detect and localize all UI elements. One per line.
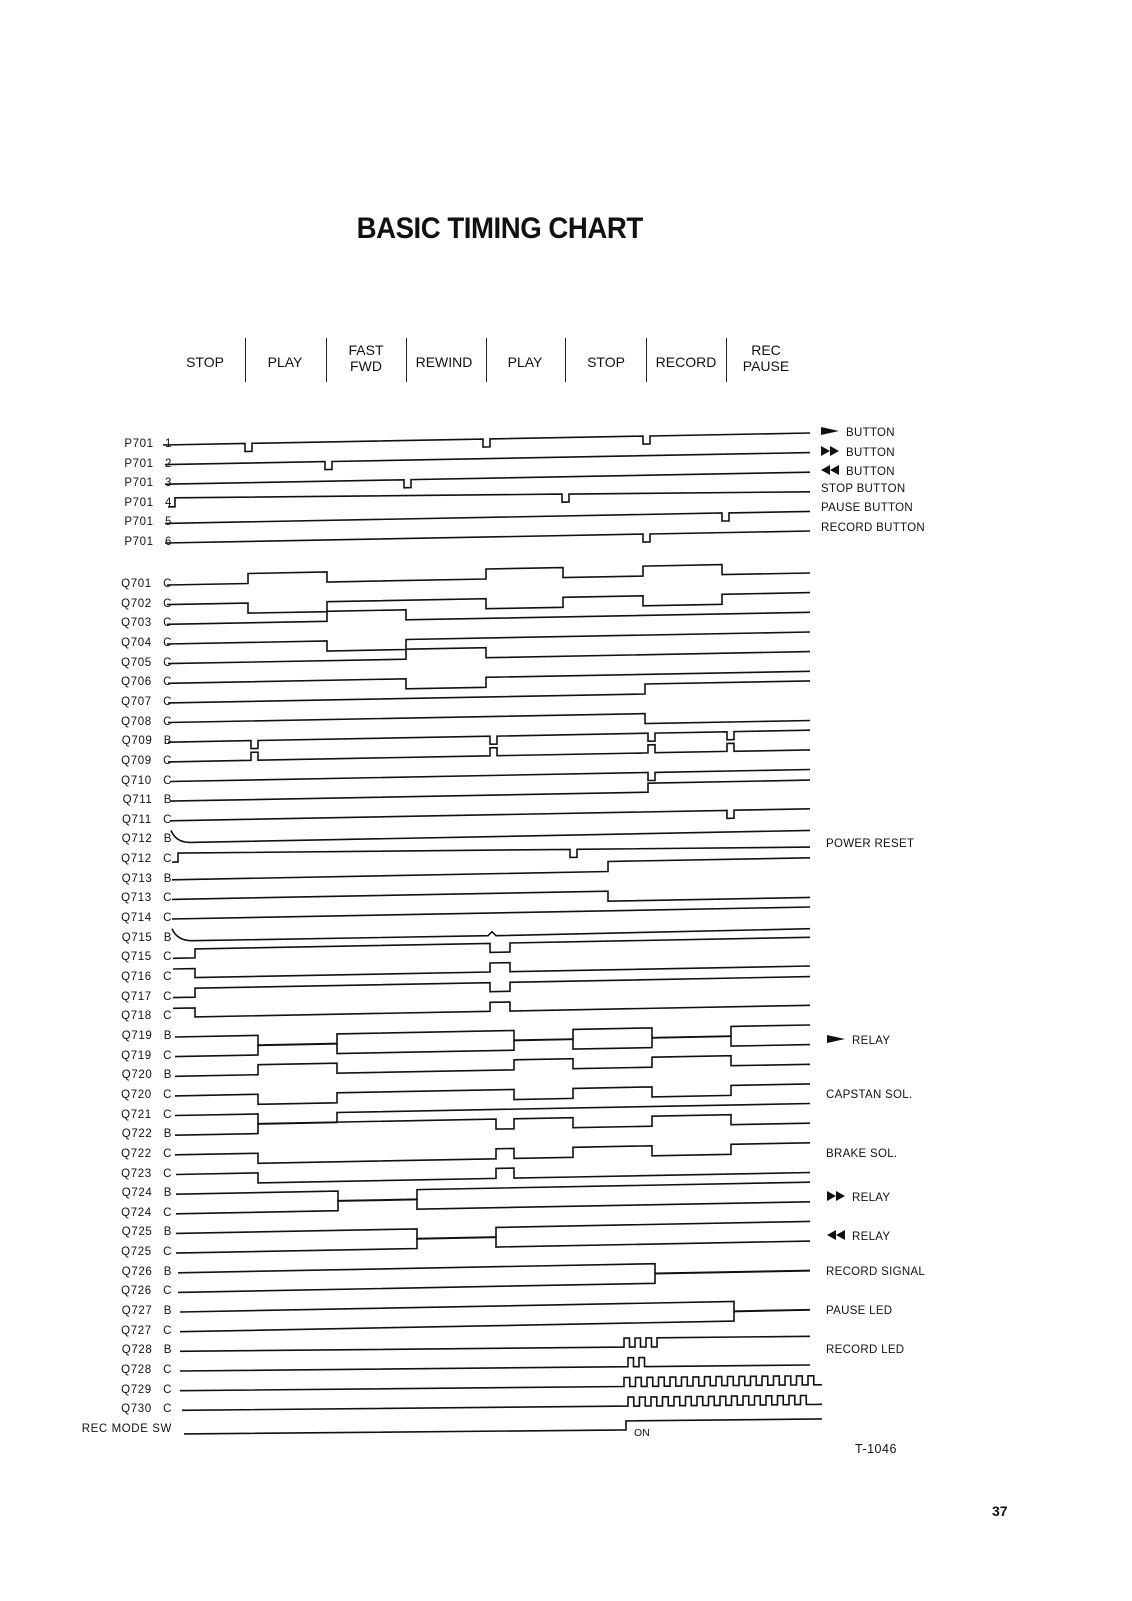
phase-label-line: STOP bbox=[186, 354, 224, 370]
signal-label: Q716 C bbox=[121, 971, 172, 983]
signal-label: Q713 B bbox=[121, 872, 172, 885]
q719c-wave bbox=[175, 1036, 810, 1057]
signal-label: Q720 B bbox=[121, 1069, 172, 1082]
signal-label: Q724 B bbox=[121, 1187, 172, 1200]
signal-label: Q722 C bbox=[121, 1147, 172, 1160]
q712b-wave bbox=[171, 830, 810, 842]
signal-label: REC MODE SW bbox=[81, 1422, 172, 1435]
q720c-wave bbox=[175, 1084, 810, 1104]
signal-annotation-text: BUTTON bbox=[846, 446, 895, 459]
phase-label-line: PAUSE bbox=[742, 358, 790, 374]
signal-label: Q707 C bbox=[121, 695, 172, 708]
q715c-wave bbox=[173, 937, 810, 958]
q701-wave bbox=[167, 565, 810, 585]
signal-annotation-text: RELAY bbox=[852, 1192, 891, 1205]
signal-annotation-text: CAPSTAN SOL. bbox=[826, 1088, 913, 1101]
signal-label: Q719 B bbox=[121, 1029, 172, 1042]
phase-label-line: REC bbox=[751, 342, 781, 358]
phase-label-line: RECORD bbox=[655, 354, 717, 370]
q725c-wave bbox=[176, 1237, 810, 1253]
signal-label: Q715 B bbox=[121, 931, 172, 944]
p701-6-wave bbox=[165, 531, 810, 543]
p701-1-wave bbox=[163, 433, 810, 452]
signal-label: Q711 B bbox=[122, 794, 172, 807]
signal-label: Q709 B bbox=[121, 735, 172, 748]
q727b-wave bbox=[180, 1302, 810, 1313]
q728c-wave bbox=[180, 1358, 810, 1371]
signal-label: Q719 C bbox=[121, 1049, 172, 1062]
signal-label: Q706 C bbox=[121, 676, 172, 689]
signal-label: Q704 C bbox=[121, 636, 172, 649]
signal-annotation-text: BUTTON bbox=[846, 466, 895, 479]
p701-3-wave bbox=[165, 472, 810, 488]
signal-label: Q728 C bbox=[121, 1364, 172, 1376]
q716c-wave bbox=[173, 963, 810, 978]
signal-label: Q711 C bbox=[122, 813, 172, 826]
signal-label: Q710 C bbox=[121, 774, 172, 787]
q706-wave bbox=[168, 671, 810, 689]
signal-label: P701 4 bbox=[124, 496, 172, 509]
q721c-wave bbox=[175, 1104, 810, 1125]
signal-annotation-text: STOP BUTTON bbox=[821, 482, 906, 495]
signal-label: Q726 B bbox=[121, 1265, 172, 1278]
page-title: BASIC TIMING CHART bbox=[356, 212, 643, 245]
q722b-wave bbox=[175, 1115, 810, 1136]
signal-label: Q713 C bbox=[121, 892, 172, 905]
phase-label-line: PLAY bbox=[507, 354, 543, 370]
phase-label-line: FWD bbox=[350, 358, 382, 374]
signal-label: Q718 C bbox=[121, 1010, 172, 1023]
signal-label: Q720 C bbox=[121, 1088, 172, 1101]
q704-wave bbox=[167, 632, 810, 651]
q710c-wave bbox=[170, 770, 810, 782]
signal-label: Q708 C bbox=[121, 715, 172, 728]
signal-label: P701 1 bbox=[124, 438, 172, 450]
q719b-wave bbox=[175, 1025, 810, 1045]
q717c-wave bbox=[173, 977, 810, 998]
rec-mode-sw-wave bbox=[184, 1419, 822, 1434]
phase-label-line: STOP bbox=[587, 354, 625, 370]
signal-annotation-text: RELAY bbox=[852, 1231, 891, 1244]
signal-annotation-text: BRAKE SOL. bbox=[826, 1147, 898, 1160]
q720b-wave bbox=[175, 1056, 810, 1077]
signal-label: Q725 B bbox=[121, 1226, 172, 1239]
phase-label-line: PLAY bbox=[267, 354, 303, 370]
signal-label: Q715 C bbox=[121, 951, 172, 964]
signal-annotation-text: RECORD BUTTON bbox=[821, 522, 925, 534]
page-number: 37 bbox=[992, 1503, 1008, 1519]
signal-label: Q729 C bbox=[121, 1383, 172, 1396]
rec-mode-on-label: ON bbox=[634, 1427, 650, 1439]
q711b-wave bbox=[170, 780, 810, 801]
q724c-wave bbox=[176, 1199, 810, 1214]
signal-label: Q703 C bbox=[121, 617, 172, 630]
signal-label: Q721 C bbox=[121, 1108, 172, 1121]
signal-label: Q722 B bbox=[121, 1128, 172, 1141]
signal-label: Q728 B bbox=[121, 1344, 172, 1357]
q724b-wave bbox=[176, 1182, 810, 1201]
signal-annotation-text: RECORD SIGNAL bbox=[826, 1265, 926, 1278]
signal-annotation-text: BUTTON bbox=[846, 427, 895, 439]
signal-label: Q712 C bbox=[121, 853, 172, 866]
q711c-wave bbox=[170, 809, 810, 821]
signal-label: Q726 C bbox=[121, 1285, 172, 1298]
p701-5-wave bbox=[165, 511, 810, 523]
signal-label: P701 2 bbox=[124, 457, 172, 470]
q709c-wave bbox=[168, 743, 810, 762]
phase-label-line: REWIND bbox=[415, 354, 473, 370]
signal-label: Q727 B bbox=[121, 1305, 172, 1318]
signal-label: Q724 C bbox=[121, 1206, 172, 1219]
signal-label: Q723 C bbox=[121, 1167, 172, 1180]
q718c-wave bbox=[173, 1002, 810, 1017]
q730c-wave bbox=[182, 1396, 822, 1411]
signal-label: P701 5 bbox=[124, 516, 172, 529]
q713b-wave bbox=[172, 858, 810, 880]
q723c-wave bbox=[176, 1168, 810, 1183]
signal-label: Q727 C bbox=[121, 1324, 172, 1337]
q726c-wave bbox=[178, 1270, 810, 1292]
signal-annotation-text: RECORD LED bbox=[826, 1344, 905, 1357]
signal-annotation-text: POWER RESET bbox=[826, 838, 915, 851]
q702-wave bbox=[167, 593, 810, 614]
signal-label: Q701 C bbox=[121, 578, 172, 590]
signal-label: Q702 C bbox=[121, 597, 172, 610]
q705-wave bbox=[168, 648, 810, 664]
signal-label: P701 6 bbox=[124, 536, 172, 548]
signal-label: Q717 C bbox=[121, 990, 172, 1003]
p701-2-wave bbox=[165, 453, 810, 470]
signal-annotation-text: PAUSE BUTTON bbox=[821, 502, 913, 515]
q707-wave bbox=[168, 681, 810, 703]
q709b-wave bbox=[168, 730, 810, 748]
signal-label: Q730 C bbox=[121, 1403, 172, 1416]
q714c-wave bbox=[172, 907, 810, 919]
signal-label: Q705 C bbox=[121, 656, 172, 669]
figure-code: T-1046 bbox=[855, 1442, 897, 1456]
q703-wave bbox=[167, 610, 810, 625]
signal-label: Q714 C bbox=[121, 912, 172, 925]
q708-wave bbox=[168, 714, 810, 724]
p701-4-wave bbox=[168, 492, 810, 507]
q727c-wave bbox=[180, 1310, 810, 1332]
signal-label: P701 3 bbox=[124, 477, 172, 490]
q728b-wave bbox=[180, 1336, 810, 1351]
signal-annotation-text: RELAY bbox=[852, 1034, 891, 1047]
q729c-wave bbox=[180, 1376, 822, 1391]
signal-label: Q709 C bbox=[121, 754, 172, 767]
signal-label: Q725 C bbox=[121, 1246, 172, 1259]
q722c-wave bbox=[175, 1143, 810, 1164]
q713c-wave bbox=[172, 891, 810, 901]
signal-label: Q712 B bbox=[121, 833, 172, 846]
phase-label-line: FAST bbox=[348, 342, 384, 358]
signal-annotation-text: PAUSE LED bbox=[826, 1305, 893, 1318]
